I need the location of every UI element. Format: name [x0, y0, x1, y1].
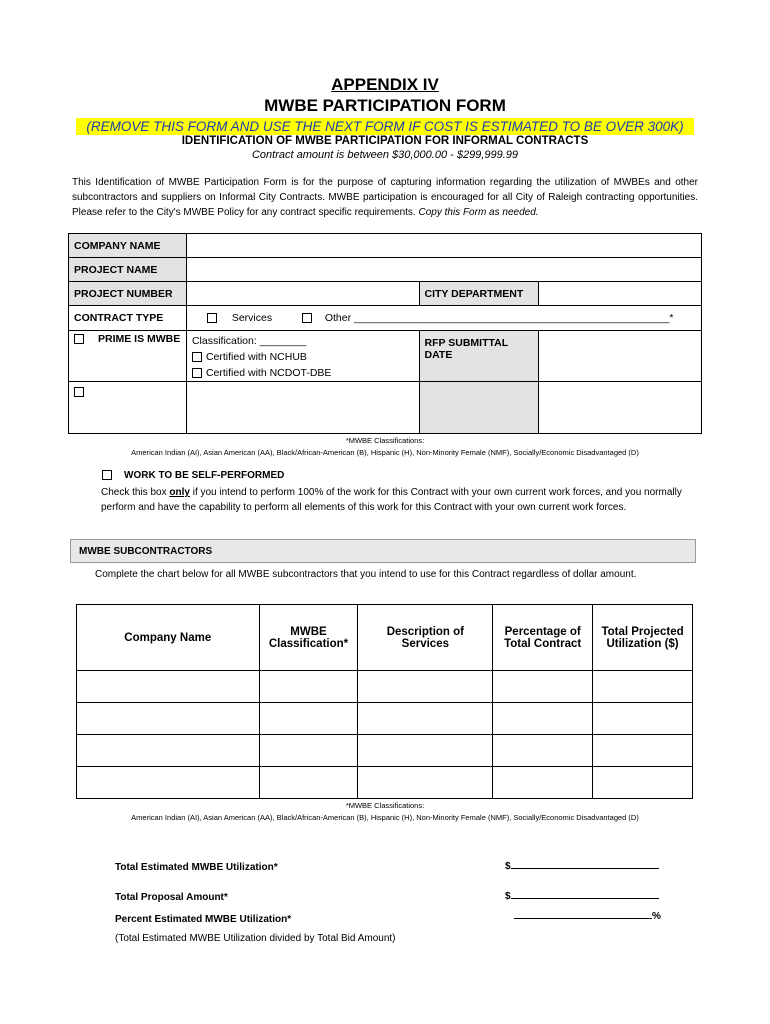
table-cell[interactable] — [358, 767, 493, 799]
remove-note: (REMOVE THIS FORM AND USE THE NEXT FORM IF COST IS ESTIMATED TO BE OVER 300K) — [76, 118, 694, 135]
project-number-field[interactable] — [186, 282, 419, 306]
table-cell[interactable] — [77, 767, 260, 799]
total-mwbe-label: Total Estimated MWBE Utilization* — [115, 862, 278, 873]
total-proposal-label: Total Proposal Amount* — [115, 892, 228, 903]
classifications-title-1: *MWBE Classifications: — [345, 436, 425, 445]
total-proposal-dollar: $ — [505, 891, 659, 902]
appendix-title: APPENDIX IV — [331, 75, 439, 94]
total-mwbe-field[interactable] — [511, 868, 659, 869]
subcontractors-instruction: Complete the chart below for all MWBE subcontractors that you intend to use for this Contract regardless of dollar amount. — [95, 569, 637, 580]
rfp-submittal-date-label: RFP SUBMITTAL DATE — [419, 331, 539, 382]
subcontractors-header-row — [77, 605, 693, 671]
project-name-field[interactable] — [186, 258, 701, 282]
table-cell[interactable] — [358, 671, 493, 703]
table-cell[interactable] — [77, 703, 260, 735]
table-cell[interactable] — [358, 735, 493, 767]
intro-paragraph — [72, 175, 698, 220]
classifications-list-2: American Indian (AI), Asian American (AA), Black/African-American (B), Hispanic (H), Non-Minority Female (NMF), Socially/Economic Disadvantaged (D) — [131, 813, 639, 822]
other-label: Other — [324, 312, 352, 324]
table-cell[interactable] — [593, 671, 693, 703]
percent-note: (Total Estimated MWBE Utilization divided by Total Bid Amount) — [115, 933, 396, 944]
extra-checkbox-cell — [69, 382, 187, 434]
rfp-submittal-date-field[interactable] — [539, 331, 702, 382]
contract-type-options — [186, 306, 701, 331]
classification-cell — [186, 331, 419, 382]
self-performed-only: only — [169, 487, 190, 498]
percent-mwbe-row: % — [514, 911, 661, 922]
table-row — [77, 767, 693, 799]
table-cell[interactable] — [259, 767, 358, 799]
ncdot-label: Certified with NCDOT-DBE — [205, 367, 332, 379]
total-proposal-field[interactable] — [511, 898, 659, 899]
table-cell[interactable] — [77, 735, 260, 767]
col-mwbe-classification: MWBE Classification* — [259, 605, 358, 671]
table-cell[interactable] — [493, 671, 593, 703]
info-table — [68, 233, 702, 434]
intro-text: This Identification of MWBE Participation Form is for the purpose of capturing information regarding the utilization of MWBEs and other subcontractors and suppliers on Informal City Contracts. MWBE participation is encouraged for all City of Raleigh contracting opportunities. Please refer to the City's MWBE Policy for any contract specific requirements. — [72, 177, 698, 218]
other-checkbox[interactable] — [302, 313, 312, 323]
subcontractors-section-title: MWBE SUBCONTRACTORS — [70, 539, 696, 563]
extra-field[interactable] — [186, 382, 419, 434]
extra-gray-cell — [419, 382, 539, 434]
table-row — [77, 735, 693, 767]
company-name-field[interactable] — [186, 234, 701, 258]
form-title: MWBE PARTICIPATION FORM — [264, 96, 506, 115]
col-total-projected: Total Projected Utilization ($) — [593, 605, 693, 671]
contract-type-label: CONTRACT TYPE — [69, 306, 187, 331]
classification-line[interactable]: Classification: ________ — [191, 335, 307, 347]
extra-checkbox[interactable] — [74, 387, 84, 397]
table-cell[interactable] — [259, 735, 358, 767]
table-cell[interactable] — [259, 671, 358, 703]
city-department-field[interactable] — [539, 282, 702, 306]
table-row — [77, 671, 693, 703]
self-performed-checkbox[interactable] — [102, 470, 112, 480]
table-cell[interactable] — [593, 767, 693, 799]
identification-heading: IDENTIFICATION OF MWBE PARTICIPATION FOR INFORMAL CONTRACTS — [181, 135, 589, 147]
col-company-name: Company Name — [77, 605, 260, 671]
self-performed-row — [102, 470, 284, 481]
table-row — [77, 703, 693, 735]
table-cell[interactable] — [593, 703, 693, 735]
prime-is-mwbe-cell — [69, 331, 187, 382]
self-performed-text-before: Check this box — [101, 487, 170, 498]
company-name-label: COMPANY NAME — [69, 234, 187, 258]
nchub-checkbox[interactable] — [192, 352, 202, 362]
table-cell[interactable] — [358, 703, 493, 735]
percent-mwbe-field[interactable] — [514, 918, 652, 919]
table-cell[interactable] — [259, 703, 358, 735]
classifications-title-2: *MWBE Classifications: — [345, 801, 425, 810]
col-percentage: Percentage of Total Contract — [493, 605, 593, 671]
city-department-label: CITY DEPARTMENT — [419, 282, 539, 306]
total-mwbe-dollar: $ — [505, 861, 659, 872]
nchub-label: Certified with NCHUB — [205, 351, 307, 363]
copy-note: Copy this Form as needed. — [418, 207, 539, 218]
self-performed-text — [101, 485, 685, 515]
other-line[interactable]: ______________________________________________________* — [354, 312, 674, 324]
ncdot-checkbox[interactable] — [192, 368, 202, 378]
contract-amount: Contract amount is between $30,000.00 - $299,999.99 — [251, 149, 519, 161]
extra-field-right[interactable] — [539, 382, 702, 434]
self-performed-text-after: if you intend to perform 100% of the work for this Contract with your own current work forces, and you normally perform and have the capability to perform all elements of this work for this Contract with your own current work forces. — [101, 487, 682, 513]
prime-is-mwbe-checkbox[interactable] — [74, 334, 84, 344]
prime-is-mwbe-label: PRIME IS MWBE — [98, 333, 181, 345]
table-cell[interactable] — [593, 735, 693, 767]
table-cell[interactable] — [493, 703, 593, 735]
table-cell[interactable] — [493, 735, 593, 767]
table-cell[interactable] — [493, 767, 593, 799]
project-number-label: PROJECT NUMBER — [69, 282, 187, 306]
subcontractors-table — [76, 604, 693, 799]
col-description: Description of Services — [358, 605, 493, 671]
services-label: Services — [231, 312, 273, 324]
project-name-label: PROJECT NAME — [69, 258, 187, 282]
percent-mwbe-label: Percent Estimated MWBE Utilization* — [115, 914, 292, 925]
table-cell[interactable] — [77, 671, 260, 703]
self-performed-label: WORK TO BE SELF-PERFORMED — [124, 470, 285, 481]
services-checkbox[interactable] — [207, 313, 217, 323]
classifications-list-1: American Indian (AI), Asian American (AA), Black/African-American (B), Hispanic (H), Non-Minority Female (NMF), Socially/Economic Disadvantaged (D) — [131, 448, 639, 457]
